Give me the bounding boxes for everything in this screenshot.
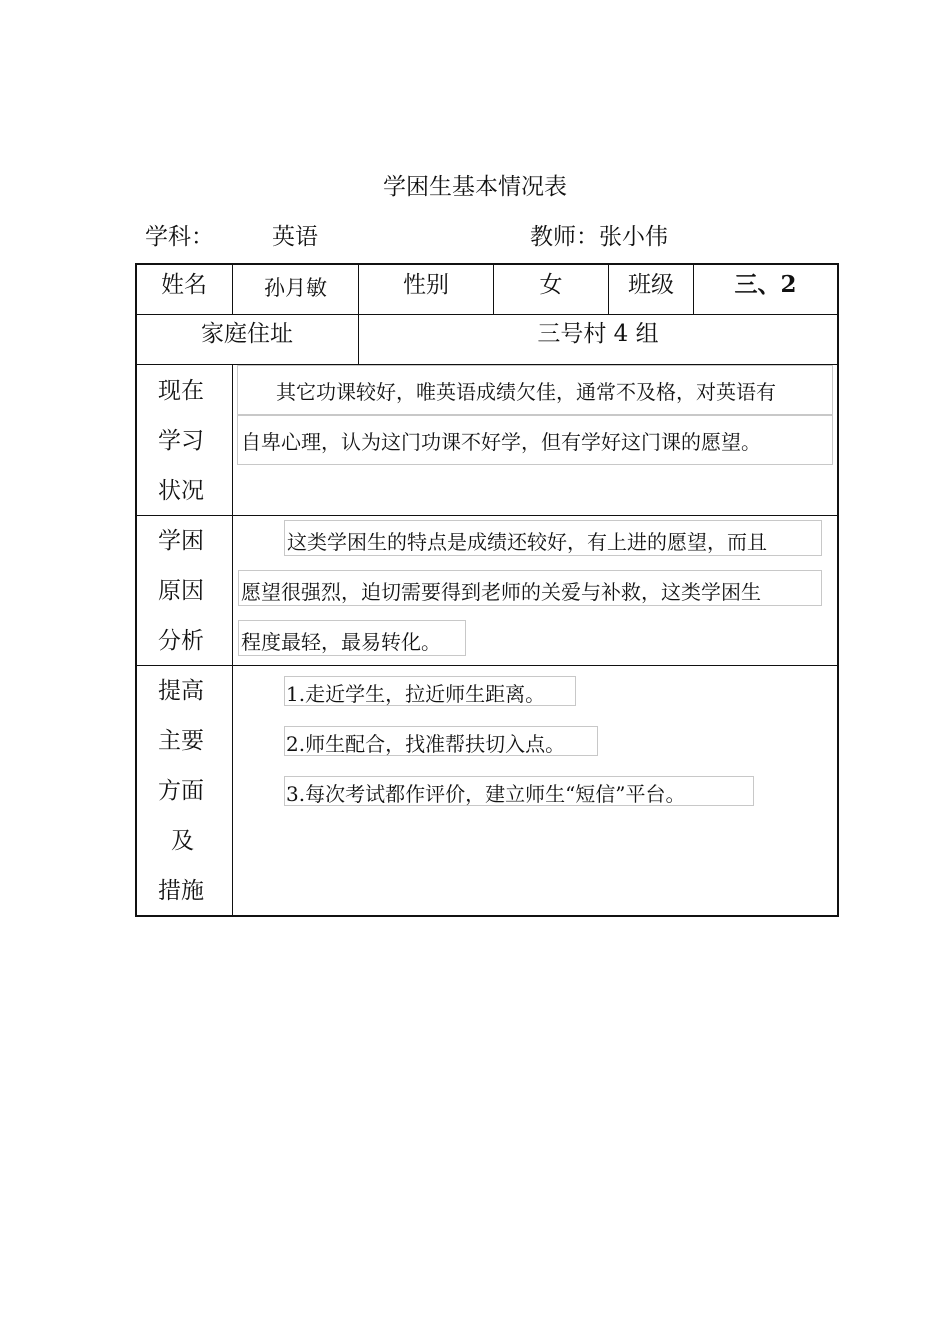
reason-analysis-label: 学困 原因 分析 bbox=[158, 528, 204, 654]
study-status-line: 其它功课较好，唯英语成绩欠佳，通常不及格，对英语有 bbox=[276, 380, 776, 404]
class-label: 班级 bbox=[628, 272, 674, 298]
measure-item: 2.师生配合，找准帮扶切入点。 bbox=[286, 732, 566, 756]
teacher-info: 教师：张小伟 bbox=[530, 224, 668, 250]
subject-label: 学科： bbox=[145, 224, 214, 250]
name-label: 姓名 bbox=[161, 272, 207, 298]
study-status-label: 现在 学习 状况 bbox=[158, 378, 204, 504]
gender-value: 女 bbox=[539, 272, 563, 298]
address-label: 家庭住址 bbox=[201, 321, 293, 347]
study-status-line: 自卑心理，认为这门功课不好学，但有学好这门课的愿望。 bbox=[241, 430, 761, 454]
name-value: 孙月敏 bbox=[264, 276, 327, 300]
reason-line: 这类学困生的特点是成绩还较好，有上进的愿望，而且 bbox=[287, 530, 767, 554]
address-value: 三号村 4 组 bbox=[537, 321, 659, 347]
measure-item: 1.走近学生，拉近师生距离。 bbox=[286, 682, 546, 706]
reason-line: 程度最轻，最易转化。 bbox=[241, 630, 441, 654]
measure-item: 3.每次考试都作评价，建立师生“短信”平台。 bbox=[286, 782, 686, 806]
measures-label: 提高 主要 方面 及 措施 bbox=[158, 678, 204, 904]
subject-value: 英语 bbox=[272, 224, 318, 250]
reason-line: 愿望很强烈，迫切需要得到老师的关爱与补救，这类学困生 bbox=[241, 580, 761, 604]
gender-label: 性别 bbox=[403, 272, 449, 298]
page-title: 学困生基本情况表 bbox=[383, 174, 567, 200]
class-value: 三、2 bbox=[734, 271, 797, 298]
